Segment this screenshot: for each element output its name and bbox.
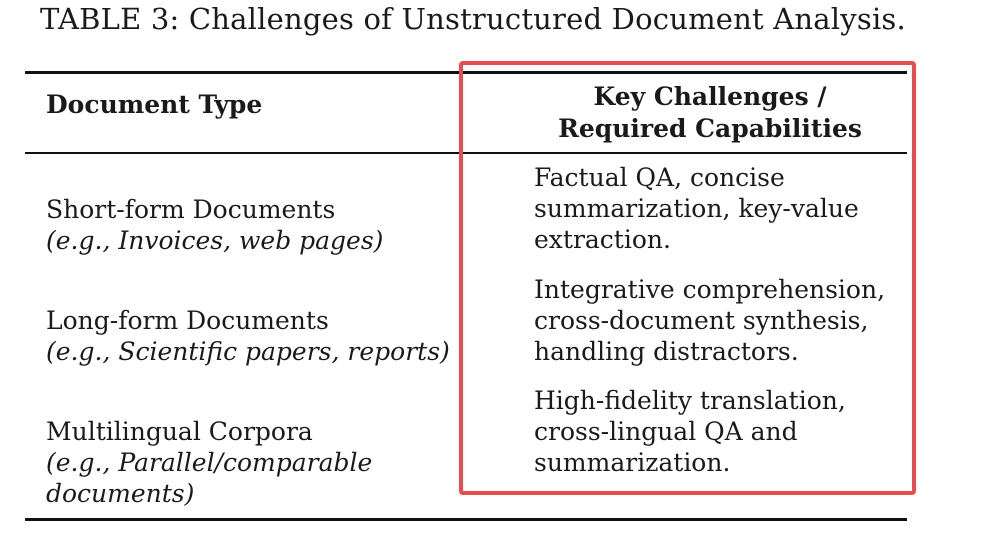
doc-type-example: (e.g., Parallel/comparable bbox=[46, 448, 373, 477]
header-key-challenges-line2: Required Capabilities bbox=[558, 114, 862, 143]
capability-line: handling distractors. bbox=[534, 337, 799, 366]
capability-line: summarization. bbox=[534, 448, 731, 477]
doc-type-name: Long-form Documents bbox=[46, 306, 329, 335]
doc-type-name: Short-form Documents bbox=[46, 195, 336, 224]
capability-line: cross-lingual QA and bbox=[534, 417, 798, 446]
doc-type-example: (e.g., Invoices, web pages) bbox=[46, 226, 384, 255]
table-bottom-rule bbox=[25, 518, 907, 521]
table-row-multilingual-doc-type bbox=[46, 416, 372, 509]
capability-line: High-fidelity translation, bbox=[534, 386, 846, 415]
header-key-challenges-line1: Key Challenges / bbox=[593, 82, 827, 111]
header-document-type: Document Type bbox=[46, 90, 263, 119]
table-caption: TABLE 3: Challenges of Unstructured Document Analysis. bbox=[40, 2, 906, 36]
highlight-box bbox=[459, 61, 916, 495]
capability-line: Factual QA, concise bbox=[534, 163, 785, 192]
capability-line: Integrative comprehension, bbox=[534, 275, 886, 304]
capability-line: extraction. bbox=[534, 225, 671, 254]
capability-line: cross-document synthesis, bbox=[534, 306, 869, 335]
doc-type-example: (e.g., Scientific papers, reports) bbox=[46, 337, 450, 366]
doc-type-example: documents) bbox=[46, 479, 195, 508]
capability-line: summarization, key-value bbox=[534, 194, 859, 223]
table-row-short-form-doc-type bbox=[46, 194, 383, 256]
table-row-long-form-doc-type bbox=[46, 305, 450, 367]
doc-type-name: Multilingual Corpora bbox=[46, 417, 313, 446]
